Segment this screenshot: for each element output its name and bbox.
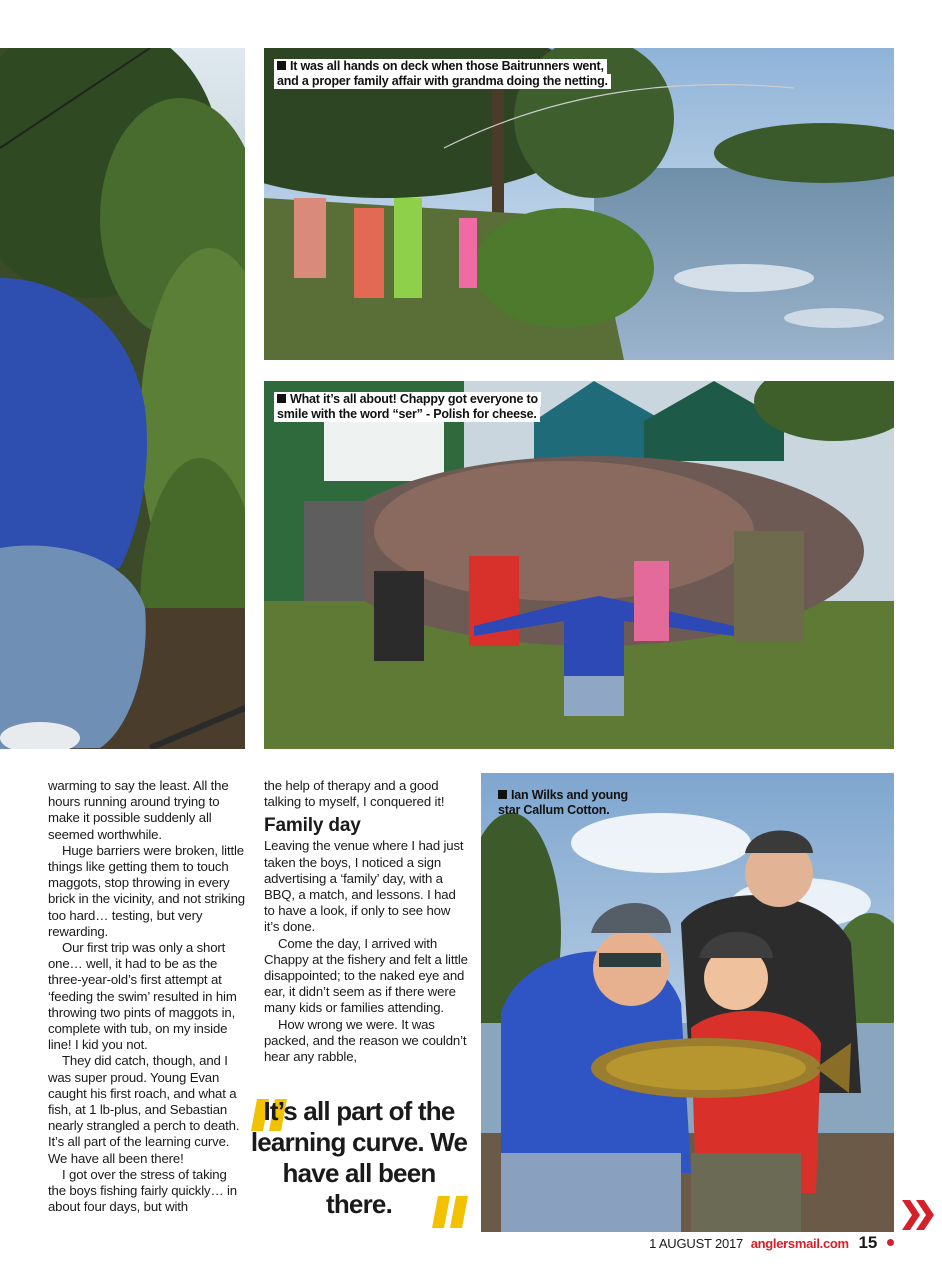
paragraph: How wrong we were. It was packed, and the reason we couldn’t hear any rabble, [264, 1016, 467, 1065]
paragraph: Leaving the venue where I had just taken the boys, I noticed a sign advertising a ‘family’ day, with a BBQ, a match, and lessons. I had to have a look, if only to see how it’s done. [264, 838, 464, 935]
caption-line: star Callum Cotton. [498, 803, 610, 817]
section-heading: Family day [264, 815, 361, 837]
caption-marker-icon [277, 394, 286, 403]
caption-family-netting [274, 59, 611, 89]
caption-carp-catch [498, 788, 628, 818]
red-dot-icon [887, 1239, 894, 1246]
article-column-1 [48, 778, 248, 1215]
photo-angler-crouching [0, 48, 245, 749]
paragraph: I got over the stress of taking the boys fishing fairly quickly… in about four days, but with [48, 1166, 237, 1215]
paragraph: Huge barriers were broken, little things like getting them to touch maggots, stop throwing in every brick in the vicinity, and not striking too hard… testing, but very rewarding. [48, 842, 245, 939]
pull-quote: It’s all part of the learning curve. We have all been there. [250, 1096, 468, 1219]
caption-line: Ian Wilks and young [511, 788, 628, 802]
double-chevron-right-icon[interactable] [900, 1198, 936, 1232]
caption-marker-icon [498, 790, 507, 799]
caption-line: It was all hands on deck when those Baitrunners went, [290, 59, 604, 73]
page-footer [649, 1234, 894, 1253]
paragraph: They did catch, though, and I was super proud. Young Evan caught his first roach, and what a fish, at 1 lb-plus, and Sebastian nearly strangled a perch to death. It’s all part of the learning curve. We have all been there! [48, 1053, 240, 1166]
caption-line: What it’s all about! Chappy got everyone to [290, 392, 538, 406]
page-number: 15 [858, 1233, 878, 1252]
close-quote-icon [428, 1194, 472, 1234]
paragraph: Our first trip was only a short one… well, it had to be as the three-year-old’s first attempt at ‘feeding the swim’ resulted in him throwing two pints of maggots in, complete with tub, on my inside line! I kid you not. [48, 940, 237, 1053]
photo-carp-catch [481, 773, 894, 1232]
site-link[interactable]: anglersmail.com [750, 1236, 849, 1251]
paragraph: the help of therapy and a good talking to myself, I conquered it! [264, 778, 445, 810]
article-column-2 [264, 778, 468, 1065]
issue-date: 1 AUGUST 2017 [649, 1236, 744, 1251]
paragraph: Come the day, I arrived with Chappy at the fishery and felt a little disappointed; to the naked eye and ear, it didn’t seem as if there were many kids or families attending. [264, 935, 468, 1016]
photo-group-smile [264, 381, 894, 749]
caption-line: smile with the word “ser” - Polish for cheese. [277, 407, 537, 421]
photo-family-netting [264, 48, 894, 360]
caption-group-smile [274, 392, 541, 422]
caption-marker-icon [277, 61, 286, 70]
caption-line: and a proper family affair with grandma doing the netting. [277, 74, 608, 88]
paragraph: warming to say the least. All the hours running around trying to make it possible suddenly all seemed worthwhile. [48, 778, 229, 842]
